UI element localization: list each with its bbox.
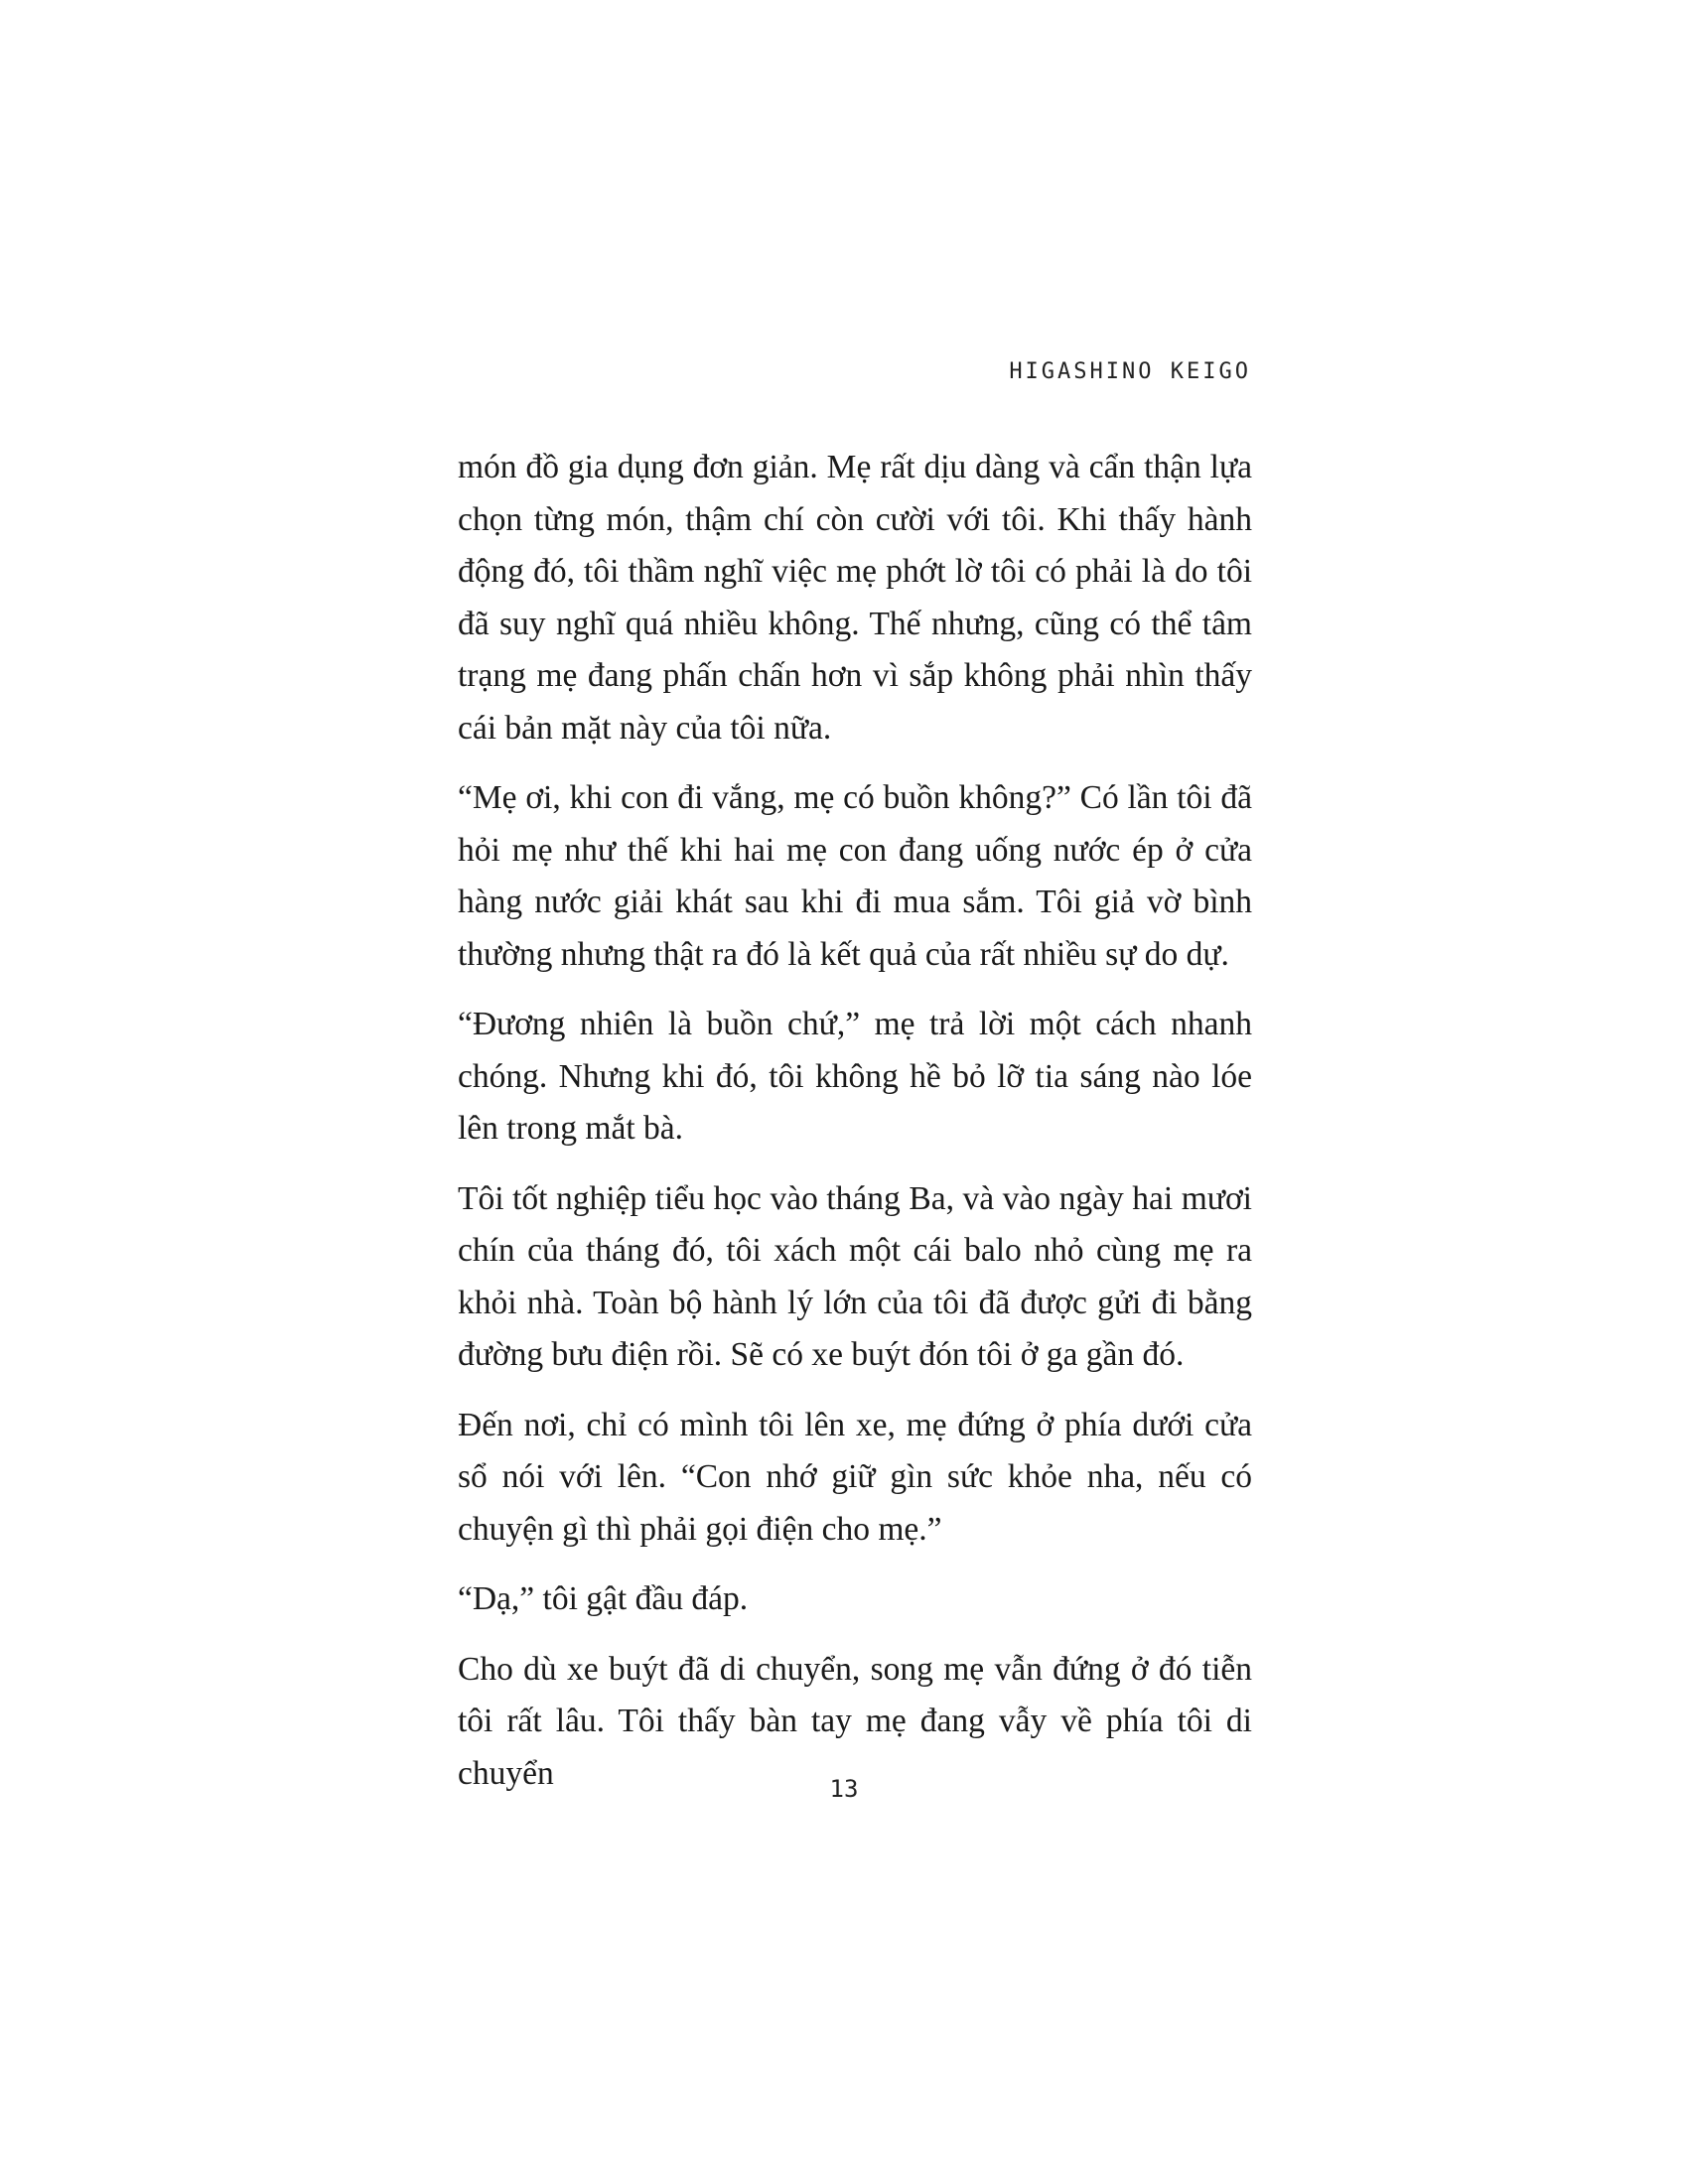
- paragraph: Đến nơi, chỉ có mình tôi lên xe, mẹ đứng ở phía dưới cửa sổ nói với lên. “Con nhớ giữ gìn sức khỏe nha, nếu có chuyện gì thì phải gọi điện cho mẹ.”: [458, 1406, 1252, 1548]
- page-number: 13: [829, 1775, 859, 1803]
- paragraph: “Đương nhiên là buồn chứ,” mẹ trả lời một cách nhanh chóng. Nhưng khi đó, tôi không hề bỏ lỡ tia sáng nào lóe lên trong mắt bà.: [458, 1006, 1252, 1147]
- paragraph: “Mẹ ơi, khi con đi vắng, mẹ có buồn không?” Có lần tôi đã hỏi mẹ như thế khi hai mẹ con đang uống nước ép ở cửa hàng nước giải khát sau khi đi mua sắm. Tôi giả vờ bình thường nhưng thật ra đó là kết quả của rất nhiều sự do dự.: [458, 779, 1252, 973]
- paragraph: “Dạ,” tôi gật đầu đáp.: [458, 1580, 749, 1617]
- paragraph: Cho dù xe buýt đã di chuyển, song mẹ vẫn đứng ở đó tiễn tôi rất lâu. Tôi thấy bàn tay mẹ đang vẫy về phía tôi di chuyển: [458, 1650, 1252, 1792]
- running-header: HIGASHINO KEIGO: [1009, 359, 1251, 384]
- paragraph: Tôi tốt nghiệp tiểu học vào tháng Ba, và vào ngày hai mươi chín của tháng đó, tôi xách một cái balo nhỏ cùng mẹ ra khỏi nhà. Toàn bộ hành lý lớn của tôi đã được gửi đi bằng đường bưu điện rồi. Sẽ có xe buýt đón tôi ở ga gần đó.: [458, 1179, 1252, 1373]
- paragraph: món đồ gia dụng đơn giản. Mẹ rất dịu dàng và cẩn thận lựa chọn từng món, thậm chí còn cười với tôi. Khi thấy hành động đó, tôi thầm nghĩ việc mẹ phớt lờ tôi có phải là do tôi đã suy nghĩ quá nhiều không. Thế nhưng, cũng có thể tâm trạng mẹ đang phấn chấn hơn vì sắp không phải nhìn thấy cái bản mặt này của tôi nữa.: [458, 449, 1252, 747]
- body-text: [458, 442, 1252, 1818]
